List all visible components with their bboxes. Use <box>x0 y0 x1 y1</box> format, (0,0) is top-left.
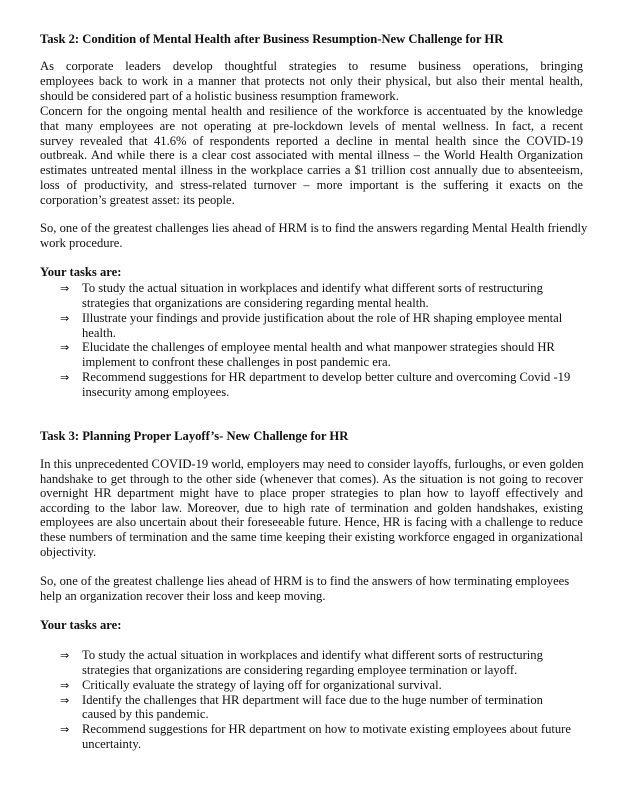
paragraph-line: these numbers of termination and the same time keeping their existing workforce engaged in organizational <box>40 530 583 544</box>
task-item-line: Identify the challenges that HR department will face due to the huge number of termination <box>82 693 543 707</box>
paragraph-line: objectivity. <box>40 544 97 559</box>
task2-title: Task 2: Condition of Mental Health after Business Resumption-New Challenge for HR <box>40 32 504 46</box>
paragraph-line: loss of productivity, and stress-related turnover – more important is the suffering it exacts on the <box>40 178 583 192</box>
paragraph-line: should be considered part of a holistic business resumption framework. <box>40 88 399 103</box>
paragraph-line: As corporate leaders develop thoughtful strategies to resume business operations, bringing <box>40 59 583 73</box>
arrow-bullet-icon: ⇒ <box>60 371 70 384</box>
task-item-line: insecurity among employees. <box>82 385 230 399</box>
arrow-bullet-icon: ⇒ <box>60 649 70 662</box>
arrow-bullet-icon: ⇒ <box>60 679 70 692</box>
arrow-bullet-icon: ⇒ <box>60 282 70 295</box>
arrow-bullet-icon: ⇒ <box>60 694 70 707</box>
paragraph-line: help an organization recover their loss and keep moving. <box>40 588 326 603</box>
paragraph-line: work procedure. <box>40 235 123 250</box>
task-item-line: caused by this pandemic. <box>82 707 209 721</box>
task-item-line: strategies that organizations are considering regarding employee termination or layoff. <box>82 663 518 677</box>
paragraph-line: according to the labor law. Moreover, due to high rate of termination and golden handshakes, existing <box>40 500 583 515</box>
paragraph-line: So, one of the greatest challenges lies ahead of HRM is to find the answers regarding Mental Health friendly <box>40 221 588 235</box>
paragraph-line: outbreak. And while there is a clear cost associated with mental illness – the World Health Organization <box>40 148 583 163</box>
task-item-line: To study the actual situation in workplaces and identify what different sorts of restructuring <box>82 281 543 295</box>
task-item-line: implement to confront these challenges in post pandemic era. <box>82 355 391 369</box>
paragraph-line: that many employees are not operating at pre-lockdown levels of mental wellness. In fact, a recent <box>40 118 583 133</box>
paragraph-line: handshake to get through to the other side (whenever that comes). As the situation is not going to recover <box>40 471 583 486</box>
paragraph-line: estimates untreated mental illness in the workplace carries a $1 trillion cost annually due to absenteeism, <box>40 163 583 178</box>
paragraph-line: In this unprecedented COVID-19 world, employers may need to consider layoffs, furloughs, or even golden <box>40 457 584 471</box>
tasks-heading: Your tasks are: <box>40 265 122 279</box>
paragraph-line: So, one of the greatest challenge lies ahead of HRM is to find the answers of how terminating employees <box>40 574 570 588</box>
task-item-line: Elucidate the challenges of employee mental health and what manpower strategies should HR <box>82 340 555 354</box>
task-item-line: Recommend suggestions for HR department to develop better culture and overcoming Covid -19 <box>82 370 571 384</box>
arrow-bullet-icon: ⇒ <box>60 341 70 354</box>
paragraph-line: survey revealed that 41.6% of respondents reported a decline in mental health since the COVID-19 <box>40 133 583 148</box>
tasks-heading: Your tasks are: <box>40 618 122 632</box>
paragraph-line: corporation’s greatest asset: its people. <box>40 192 235 207</box>
task-item-line: Recommend suggestions for HR department on how to motivate existing employees about future <box>82 722 571 736</box>
task3-title: Task 3: Planning Proper Layoff’s- New Challenge for HR <box>40 429 349 443</box>
task-item-line: To study the actual situation in workplaces and identify what different sorts of restructuring <box>82 648 543 662</box>
arrow-bullet-icon: ⇒ <box>60 312 70 325</box>
task-item-line: Illustrate your findings and provide justification about the role of HR shaping employee mental <box>82 311 563 325</box>
paragraph-line: employees are also uncertain about their foreseeable future. Hence, HR is facing with a challenge to reduce <box>40 515 583 530</box>
task-item-line: uncertainty. <box>82 737 141 751</box>
paragraph-line: overnight HR department might have to place proper strategies to plan how to layoff effectively and <box>40 486 583 501</box>
task-item-line: strategies that organizations are considering regarding mental health. <box>82 296 429 310</box>
task-item-line: health. <box>82 326 116 340</box>
arrow-bullet-icon: ⇒ <box>60 723 70 736</box>
paragraph-line: employees back to work in a manner that protects not only their physical, but also their mental health, <box>40 73 583 88</box>
paragraph-line: Concern for the ongoing mental health and resilience of the workforce is accentuated by the knowledge <box>40 104 583 118</box>
task-item-line: Critically evaluate the strategy of laying off for organizational survival. <box>82 678 442 692</box>
